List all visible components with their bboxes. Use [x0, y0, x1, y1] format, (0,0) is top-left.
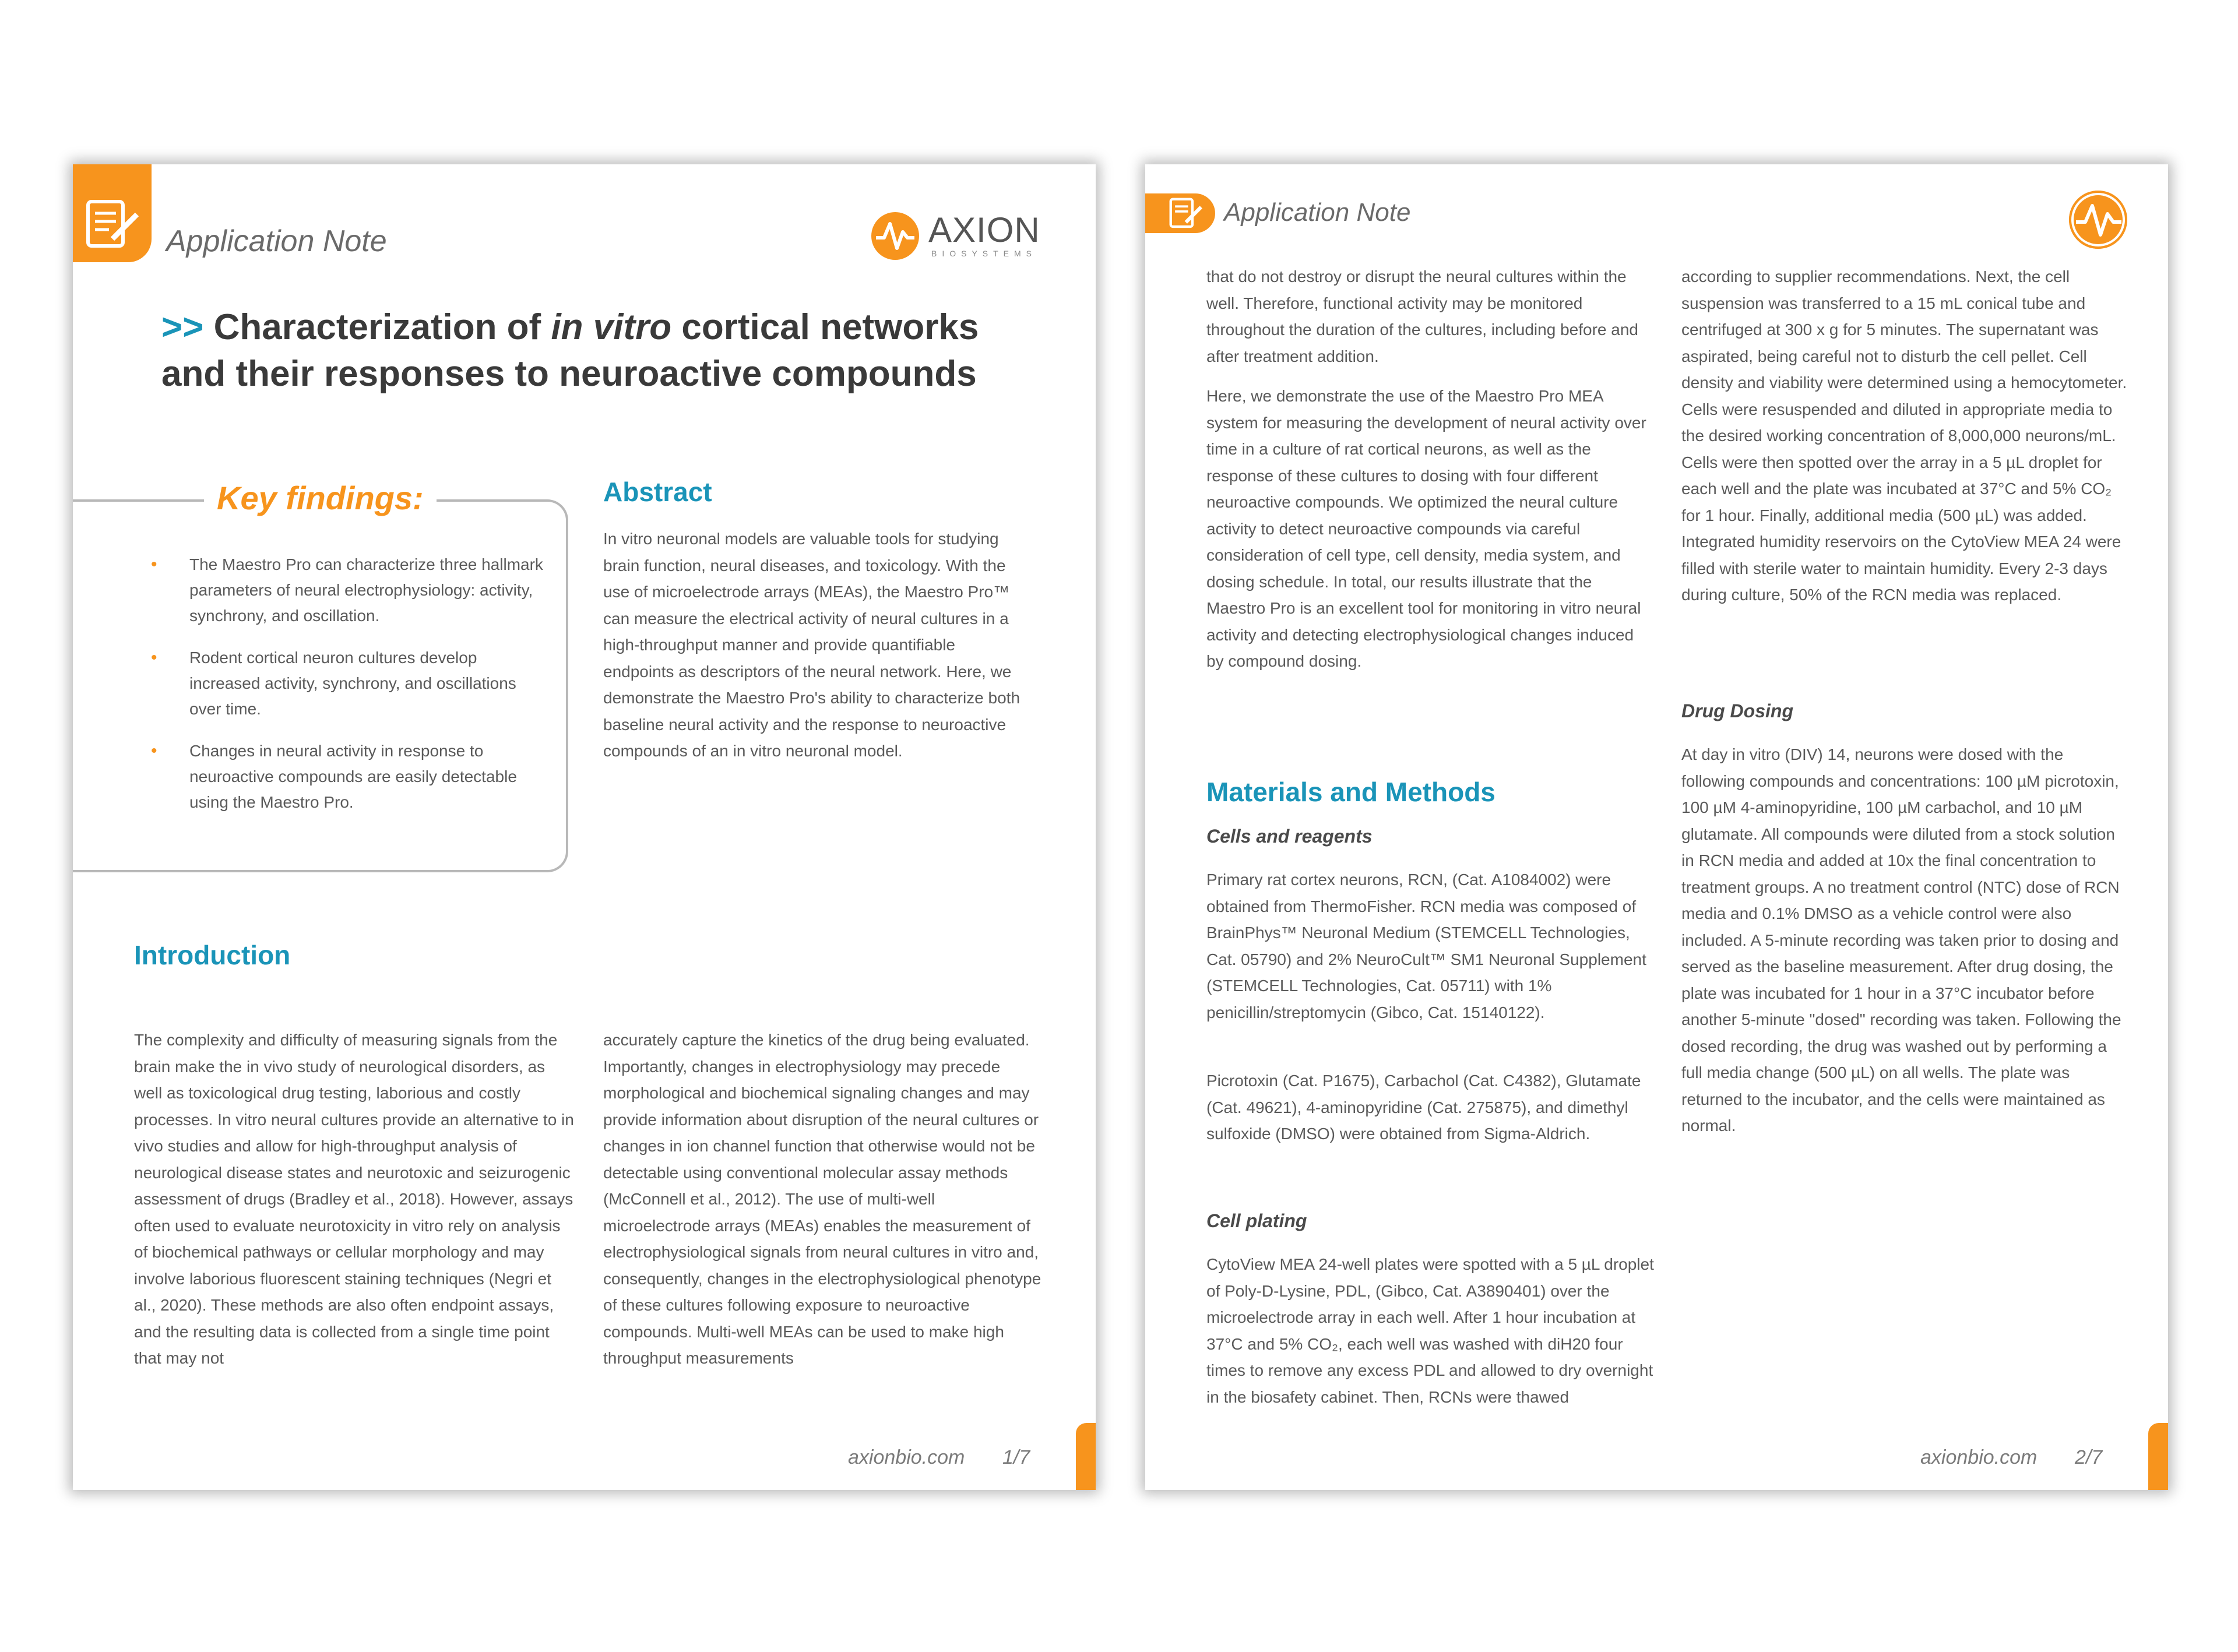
key-findings-title: Key findings: [204, 479, 437, 517]
key-findings-list [143, 552, 551, 832]
page-1 [73, 164, 1096, 1490]
cells-reagents-heading: Cells and reagents [1206, 826, 1373, 847]
header-tab [1145, 193, 1215, 233]
abstract-heading: Abstract [603, 477, 712, 507]
axion-logo-icon [871, 212, 919, 260]
title-part-b: cortical networks [671, 307, 979, 347]
cells-paragraph-1: Primary rat cortex neurons, RCN, (Cat. A1084002) were obtained from ThermoFisher. RCN media was composed of BrainPhys™ Neuronal Medium (STEMCELL Technologies, Cat. 05790) and 2% NeuroCult™ SM1 Neuronal Supplement (STEMCELL Technologies, Cat. 05711) with 1% penicillin/streptomycin (Gibco, Cat. 15140122). [1206, 871, 1646, 1022]
logo-subtitle: BIOSYSTEMS [931, 249, 1037, 258]
key-finding-item: • Changes in neural activity in response to neuroactive compounds are easily detectable using the Maestro Pro. [143, 738, 551, 815]
col1-paragraph-2: Here, we demonstrate the use of the Maestro Pro MEA system for measuring the development of neural activity over time in a culture of rat cortical neurons, as well as the response of these cultures to dosing with four different neuroactive compounds. We optimized the neural culture activity to detect neuroactive compounds via careful consideration of cell type, cell density, media system, and dosing schedule. In total, our results illustrate that the Maestro Pro is an excellent tool for monitoring in vitro neural activity and detecting electrophysiological changes induced by compound dosing. [1206, 387, 1646, 670]
drug-dosing-heading: Drug Dosing [1681, 700, 1793, 721]
cell-plating-heading: Cell plating [1206, 1210, 1307, 1231]
cells-paragraph-2: Picrotoxin (Cat. P1675), Carbachol (Cat. C4382), Glutamate (Cat. 49621), 4-aminopyridine (Cat. 275875), and dimethyl sulfoxide (DMSO) were obtained from Sigma-Aldrich. [1206, 1072, 1641, 1143]
document-pencil-icon [85, 198, 143, 251]
drug-dosing-paragraph: At day in vitro (DIV) 14, neurons were dosed with the following compounds and concentrations: 100 µM picrotoxin, 100 µM 4-aminopyridine, 100 µM carbachol, and 10 µM glutamate. All compounds were diluted from a stock solution in RCN media and added at 10x the final concentration to treatment groups. A no treatment control (NTC) dose of RCN media and 0.1% DMSO as a vehicle control were also included. A 5-minute recording was taken prior to dosing and served as the baseline measurement. After drug dosing, the plate was incubated for 1 hour in a 37°C incubator before another 5-minute "dosed" recording was taken. Following the dosed recording, the drug was washed out by performing a full media change (500 µL) on all wells. The plate was returned to the incubator, and the cells were maintained as normal. [1681, 745, 2121, 1135]
page-2 [1145, 164, 2168, 1490]
materials-methods-heading: Materials and Methods [1206, 777, 1495, 807]
page-edge-tab [1076, 1423, 1096, 1490]
app-note-label: Application Note [166, 224, 387, 258]
logo-name: AXION [928, 210, 1040, 249]
footer-page-number: 2/7 [2075, 1446, 2103, 1468]
document-title [161, 304, 1024, 397]
axion-logo-icon [2069, 191, 2127, 249]
intro-column-1: The complexity and difficulty of measuring signals from the brain make the in vivo study of neurological disorders, as well as toxicological drug testing, laborious and costly processes. In vitro neural cultures provide an alternative to in vivo studies and allow for high-throughput analysis of neurological disease states and neurotoxic and seizurogenic assessment of drugs (Bradley et al., 2018). However, assays often used to evaluate neurotoxicity in vitro rely on analysis of biochemical pathways or cellular morphology and may involve laborious fluorescent staining techniques (Negri et al., 2020). These methods are also often endpoint assays, and the resulting data is collected from a single time point that may not [134, 1031, 574, 1367]
col1-paragraph-1: that do not destroy or disrupt the neural cultures within the well. Therefore, functional activity may be monitored throughout the duration of the cultures, including before and after treatment addition. [1206, 267, 1638, 365]
page-edge-tab [2148, 1423, 2168, 1490]
title-italic: in vitro [551, 307, 672, 347]
intro-column-2: accurately capture the kinetics of the drug being evaluated. Importantly, changes in electrophysiology may precede morphological and biochemical signaling changes and may provide information about disruption of the neural cultures or changes in ion channel function that otherwise would not be detectable using conventional molecular assay methods (McConnell et al., 2012). The use of multi-well microelectrode arrays (MEAs) enables the measurement of electrophysiological signals from neural cultures in vitro and, consequently, changes in the electrophysiological phenotype of these cultures following exposure to neuroactive compounds. Multi-well MEAs can be used to make high throughput measurements [603, 1031, 1041, 1367]
title-arrows: >> [161, 307, 204, 347]
footer-site: axionbio.com [848, 1446, 965, 1468]
header-tab [73, 164, 152, 262]
cell-plating-paragraph: CytoView MEA 24-well plates were spotted with a 5 µL droplet of Poly-D-Lysine, PDL, (Gibco, Cat. A3890401) over the microelectrode array in each well. After 1 hour incubation at 37°C and 5% CO₂, each well was washed with diH20 four times to remove any excess PDL and allowed to dry overnight in the biosafety cabinet. Then, RCNs were thawed [1206, 1255, 1654, 1406]
title-line-2: and their responses to neuroactive compounds [161, 354, 977, 394]
app-note-label: Application Note [1224, 198, 1411, 227]
introduction-heading: Introduction [134, 940, 291, 970]
key-finding-item: • The Maestro Pro can characterize three hallmark parameters of neural electrophysiology: activity, synchrony, and oscillation. [143, 552, 551, 629]
title-part-a: Characterization of [213, 307, 551, 347]
abstract-text: In vitro neuronal models are valuable tools for studying brain function, neural diseases, and toxicology. With the use of microelectrode arrays (MEAs), the Maestro Pro™ can measure the electrical activity of neural cultures in a high-throughput manner and provide quantifiable endpoints as descriptors of the neural network. Here, we demonstrate the Maestro Pro's ability to characterize both baseline neural activity and the response to neuroactive compounds of an in vitro neuronal model. [603, 530, 1021, 760]
footer-site: axionbio.com [1920, 1446, 2038, 1468]
footer-page-number: 1/7 [1002, 1446, 1030, 1468]
col2-paragraph-1: according to supplier recommendations. Next, the cell suspension was transferred to a 15 mL conical tube and centrifuged at 300 x g for 5 minutes. The supernatant was aspirated, being careful not to disturb the cell pellet. Cell density and viability were determined using a hemocytometer. Cells were resuspended and diluted in appropriate media to the desired working concentration of 8,000,000 neurons/mL. Cells were then spotted over the array in a 5 µL droplet for each well and the plate was incubated at 37°C and 5% CO₂ for 1 hour. Finally, additional media (500 µL) was added. Integrated humidity reservoirs on the CytoView MEA 24 were filled with sterile water to maintain humidity. Every 2-3 days during culture, 50% of the RCN media was replaced. [1681, 267, 2127, 604]
key-finding-item: • Rodent cortical neuron cultures develop increased activity, synchrony, and oscillations over time. [143, 645, 551, 722]
document-pencil-icon [1169, 197, 1205, 230]
